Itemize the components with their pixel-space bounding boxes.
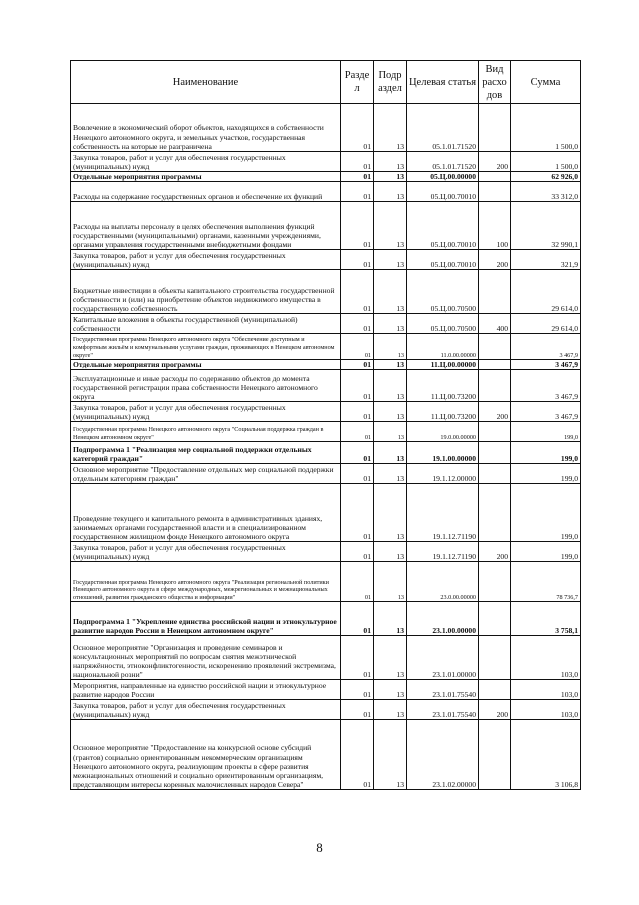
cell-name: Вовлечение в экономический оборот объектов, находящихся в собственности Ненецкого автономного округа, и земельных участков, государственная собственность на которые не разграничена [71, 104, 341, 152]
cell-section: 01 [341, 602, 374, 636]
cell-amount: 321,9 [511, 250, 581, 270]
cell-target: 11.Ц.00.73200 [407, 402, 479, 422]
cell-name: Расходы на выплаты персоналу в целях обеспечения выполнения функций государственными (муниципальными) органами, казенными учреждениями, органами управления государственными внебюджетными фондами [71, 202, 341, 250]
cell-amount: 199,0 [511, 422, 581, 442]
table-row [71, 370, 581, 402]
cell-name: Проведение текущего и капитального ремонта в административных зданиях, занимаемых органами государственной власти и в специализированном государственном жилищном фонде Ненецкого автономного округа [71, 484, 341, 542]
cell-target: 11.Ц.00.73200 [407, 370, 479, 402]
cell-subsection: 13 [374, 370, 407, 402]
table-row [71, 442, 581, 464]
table-row [71, 602, 581, 636]
cell-amount: 1 500,0 [511, 152, 581, 172]
cell-name: Эксплуатационные и иные расходы по содержанию объектов до момента государственной регистрации права собственности Ненецкого автономного округа [71, 370, 341, 402]
cell-name: Отдельные мероприятия программы [71, 172, 341, 182]
cell-target: 11.Ц.00.00000 [407, 360, 479, 370]
table-row [71, 360, 581, 370]
cell-expense-type [479, 636, 511, 680]
cell-target: 05.1.01.71520 [407, 152, 479, 172]
header-expense-type: Вид расхо дов [479, 61, 511, 104]
cell-subsection: 13 [374, 602, 407, 636]
cell-subsection: 13 [374, 172, 407, 182]
cell-subsection: 13 [374, 636, 407, 680]
cell-amount: 3 758,1 [511, 602, 581, 636]
cell-section: 01 [341, 334, 374, 360]
cell-expense-type [479, 182, 511, 202]
cell-expense-type: 100 [479, 202, 511, 250]
cell-amount: 3 467,9 [511, 370, 581, 402]
cell-name: Мероприятия, направленные на единство российской нации и этнокультурное развитие народов России [71, 680, 341, 700]
page-number: 8 [316, 840, 323, 855]
table-row [71, 680, 581, 700]
cell-name: Отдельные мероприятия программы [71, 360, 341, 370]
cell-amount: 199,0 [511, 542, 581, 562]
cell-amount: 33 312,0 [511, 182, 581, 202]
cell-expense-type [479, 172, 511, 182]
cell-target: 23.1.00.00000 [407, 602, 479, 636]
cell-subsection: 13 [374, 314, 407, 334]
cell-expense-type: 200 [479, 542, 511, 562]
cell-amount: 29 614,0 [511, 270, 581, 314]
table-row [71, 464, 581, 484]
cell-section: 01 [341, 172, 374, 182]
cell-expense-type [479, 442, 511, 464]
table-row [71, 172, 581, 182]
cell-target: 05.Ц.00.70500 [407, 270, 479, 314]
cell-section: 01 [341, 542, 374, 562]
cell-name: Государственная программа Ненецкого автономного округа "Социальная поддержка граждан в Ненецком автономном округе" [71, 422, 341, 442]
cell-amount: 103,0 [511, 636, 581, 680]
cell-expense-type [479, 360, 511, 370]
cell-subsection: 13 [374, 720, 407, 790]
cell-name: Подпрограмма 1 "Укрепление единства российской нации и этнокультурное развитие народов России в Ненецком автономном округе" [71, 602, 341, 636]
cell-target: 11.0.00.00000 [407, 334, 479, 360]
cell-subsection: 13 [374, 422, 407, 442]
cell-section: 01 [341, 700, 374, 720]
table-row [71, 334, 581, 360]
table-row [71, 152, 581, 172]
cell-target: 05.1.01.71520 [407, 104, 479, 152]
cell-amount: 199,0 [511, 464, 581, 484]
table-row [71, 542, 581, 562]
cell-section: 01 [341, 360, 374, 370]
cell-amount: 32 990,1 [511, 202, 581, 250]
cell-section: 01 [341, 270, 374, 314]
table-row [71, 250, 581, 270]
cell-target: 23.1.01.75540 [407, 680, 479, 700]
cell-name: Основное мероприятие "Предоставление на конкурсной основе субсидий (грантов) социально ориентированным некоммерческим организациям Ненецкого автономного округа, реализующим проекты в сфере развития межнациональных отношений и социально ориентированным организациям, представляющим интересы коренных малочисленных народов Севера" [71, 720, 341, 790]
cell-amount: 78 736,7 [511, 562, 581, 602]
cell-name: Капитальные вложения в объекты государственной (муниципальной) собственности [71, 314, 341, 334]
cell-subsection: 13 [374, 270, 407, 314]
cell-target: 19.1.12.71190 [407, 484, 479, 542]
cell-subsection: 13 [374, 202, 407, 250]
header-subsection: Подр аздел [374, 61, 407, 104]
cell-expense-type [479, 680, 511, 700]
cell-target: 05.Ц.00.70500 [407, 314, 479, 334]
cell-expense-type: 200 [479, 402, 511, 422]
cell-expense-type [479, 720, 511, 790]
table-row [71, 270, 581, 314]
cell-section: 01 [341, 182, 374, 202]
cell-amount: 3 467,9 [511, 360, 581, 370]
cell-expense-type [479, 334, 511, 360]
cell-amount: 3 467,9 [511, 402, 581, 422]
cell-subsection: 13 [374, 484, 407, 542]
table-row [71, 422, 581, 442]
table-row [71, 104, 581, 152]
cell-name: Государственная программа Ненецкого автономного округа "Обеспечение доступным и комфортным жильём и коммунальными услугами граждан, проживающих в Ненецком автономном округе" [71, 334, 341, 360]
cell-section: 01 [341, 402, 374, 422]
cell-amount: 103,0 [511, 700, 581, 720]
cell-expense-type [479, 562, 511, 602]
cell-subsection: 13 [374, 152, 407, 172]
cell-name: Закупка товаров, работ и услуг для обеспечения государственных (муниципальных) нужд [71, 700, 341, 720]
header-section: Разде л [341, 61, 374, 104]
cell-section: 01 [341, 202, 374, 250]
cell-amount: 3 467,9 [511, 334, 581, 360]
cell-amount: 199,0 [511, 442, 581, 464]
cell-target: 23.1.02.00000 [407, 720, 479, 790]
cell-section: 01 [341, 680, 374, 700]
table-row [71, 720, 581, 790]
cell-target: 23.1.01.75540 [407, 700, 479, 720]
cell-amount: 3 106,8 [511, 720, 581, 790]
cell-name: Бюджетные инвестиции в объекты капитального строительства государственной собственности и (или) на приобретение объектов недвижимого имущества в государственную собственность [71, 270, 341, 314]
cell-target: 05.Ц.00.70010 [407, 250, 479, 270]
table-row [71, 314, 581, 334]
table-row [71, 182, 581, 202]
cell-subsection: 13 [374, 680, 407, 700]
cell-section: 01 [341, 152, 374, 172]
cell-name: Основное мероприятие "Предоставление отдельных мер социальной поддержки отдельным категориям граждан" [71, 464, 341, 484]
cell-expense-type [479, 602, 511, 636]
cell-name: Подпрограмма 1 "Реализация мер социальной поддержки отдельных категорий граждан" [71, 442, 341, 464]
cell-target: 19.1.12.71190 [407, 542, 479, 562]
cell-section: 01 [341, 636, 374, 680]
cell-name: Закупка товаров, работ и услуг для обеспечения государственных (муниципальных) нужд [71, 152, 341, 172]
table-row [71, 202, 581, 250]
cell-expense-type: 200 [479, 250, 511, 270]
cell-expense-type [479, 464, 511, 484]
cell-target: 19.1.00.00000 [407, 442, 479, 464]
cell-subsection: 13 [374, 700, 407, 720]
cell-expense-type [479, 370, 511, 402]
table-row [71, 484, 581, 542]
cell-expense-type: 200 [479, 700, 511, 720]
header-row [71, 61, 581, 104]
header-name: Наименование [71, 61, 341, 104]
cell-section: 01 [341, 314, 374, 334]
budget-table [70, 60, 581, 790]
cell-name: Основное мероприятие "Организация и проведение семинаров и консультационных мероприятий по вопросам снятия межэтнической напряжённости, этноконфликтогенности, искоренению проявлений экстремизма, национальной розни" [71, 636, 341, 680]
header-target: Целевая статья [407, 61, 479, 104]
header-amount: Сумма [511, 61, 581, 104]
cell-subsection: 13 [374, 562, 407, 602]
cell-amount: 1 500,0 [511, 104, 581, 152]
cell-name: Расходы на содержание государственных органов и обеспечение их функций [71, 182, 341, 202]
cell-target: 19.0.00.00000 [407, 422, 479, 442]
table-row [71, 562, 581, 602]
cell-subsection: 13 [374, 542, 407, 562]
cell-section: 01 [341, 104, 374, 152]
cell-expense-type [479, 104, 511, 152]
cell-section: 01 [341, 370, 374, 402]
cell-subsection: 13 [374, 464, 407, 484]
cell-target: 05.Ц.00.70010 [407, 182, 479, 202]
cell-amount: 199,0 [511, 484, 581, 542]
cell-expense-type [479, 484, 511, 542]
cell-target: 23.0.00.00000 [407, 562, 479, 602]
cell-subsection: 13 [374, 104, 407, 152]
cell-subsection: 13 [374, 360, 407, 370]
cell-section: 01 [341, 442, 374, 464]
cell-target: 23.1.01.00000 [407, 636, 479, 680]
cell-amount: 103,0 [511, 680, 581, 700]
cell-expense-type: 200 [479, 152, 511, 172]
cell-section: 01 [341, 464, 374, 484]
cell-expense-type: 400 [479, 314, 511, 334]
cell-subsection: 13 [374, 402, 407, 422]
cell-target: 05.Ц.00.70010 [407, 202, 479, 250]
table-row [71, 402, 581, 422]
cell-name: Государственная программа Ненецкого автономного округа "Реализация региональной политики Ненецкого автономного округа в сфере международных, межрегиональных и межнациональных отношений, развития гражданского общества и информации" [71, 562, 341, 602]
cell-expense-type [479, 422, 511, 442]
cell-target: 19.1.12.00000 [407, 464, 479, 484]
cell-name: Закупка товаров, работ и услуг для обеспечения государственных (муниципальных) нужд [71, 250, 341, 270]
cell-section: 01 [341, 484, 374, 542]
cell-name: Закупка товаров, работ и услуг для обеспечения государственных (муниципальных) нужд [71, 542, 341, 562]
table-row [71, 700, 581, 720]
cell-subsection: 13 [374, 250, 407, 270]
cell-subsection: 13 [374, 182, 407, 202]
cell-name: Закупка товаров, работ и услуг для обеспечения государственных (муниципальных) нужд [71, 402, 341, 422]
table-row [71, 636, 581, 680]
cell-section: 01 [341, 250, 374, 270]
cell-subsection: 13 [374, 442, 407, 464]
cell-expense-type [479, 270, 511, 314]
cell-subsection: 13 [374, 334, 407, 360]
cell-section: 01 [341, 422, 374, 442]
cell-section: 01 [341, 720, 374, 790]
cell-amount: 62 926,0 [511, 172, 581, 182]
cell-amount: 29 614,0 [511, 314, 581, 334]
cell-section: 01 [341, 562, 374, 602]
cell-target: 05.Ц.00.00000 [407, 172, 479, 182]
